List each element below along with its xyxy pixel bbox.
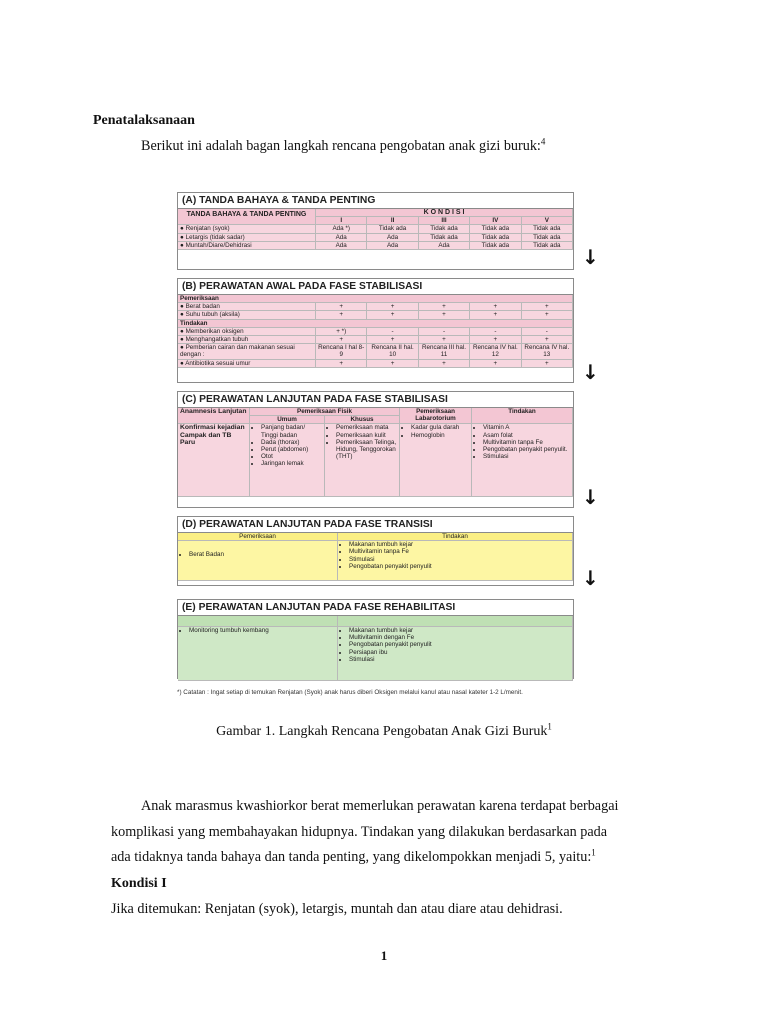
tindakan-head: Tindakan bbox=[472, 408, 573, 424]
anamnesis-head: Anamnesis Lanjutan bbox=[178, 408, 250, 424]
cell: + bbox=[522, 311, 573, 319]
list-item: • Otot bbox=[261, 453, 322, 460]
cell: + bbox=[316, 311, 367, 319]
page-number: 1 bbox=[380, 948, 388, 963]
row-label-text: Berat badan bbox=[185, 303, 220, 311]
cell: Rencana IV hal. 12 bbox=[470, 344, 521, 359]
list-item: • Persiapan ibu bbox=[349, 649, 570, 656]
row-label: ● Renjatan (syok) bbox=[178, 225, 316, 233]
tindakan-list bbox=[472, 424, 573, 497]
cell: + bbox=[367, 303, 418, 311]
row-label: ● Muntah/Diare/Dehidrasi bbox=[178, 242, 316, 250]
section-b bbox=[177, 278, 574, 383]
khusus-list bbox=[325, 424, 400, 497]
section-e-table bbox=[178, 616, 573, 681]
list-item: • Jaringan lemak bbox=[261, 460, 322, 467]
col-head: TANDA BAHAYA & TANDA PENTING bbox=[178, 209, 316, 225]
cell: Tidak ada bbox=[419, 234, 470, 242]
umum-list bbox=[250, 424, 325, 497]
paragraph-line-text: ada tidaknya tanda bahaya dan tanda penting, yang dikelompokkan menjadi 5, yaitu: bbox=[111, 849, 592, 865]
pemeriksaan-head: Pemeriksaan bbox=[178, 533, 338, 541]
cell: Rencana I hal 8-9 bbox=[316, 344, 367, 359]
pemeriksaan-list bbox=[178, 627, 338, 681]
tindakan-list bbox=[338, 627, 573, 681]
section-d-table bbox=[178, 533, 573, 581]
list-item: • Berat Badan bbox=[189, 551, 335, 558]
row-label-text: Memberikan oksigen bbox=[185, 327, 244, 335]
kondisi-col: IV bbox=[470, 217, 521, 225]
cell: + bbox=[367, 311, 418, 319]
paragraph-footnote: 1 bbox=[591, 847, 596, 858]
cell: Tidak ada bbox=[522, 225, 573, 233]
list-item: • Perut (abdomen) bbox=[261, 446, 322, 453]
list-item: • Multivitamin tanpa Fe bbox=[483, 439, 570, 446]
section-c bbox=[177, 391, 574, 508]
row-label: ● Berat badan bbox=[178, 303, 316, 311]
list-item: • Asam folat bbox=[483, 432, 570, 439]
cell: Ada *) bbox=[316, 225, 367, 233]
row-label: ● Menghangatkan tubuh bbox=[178, 336, 316, 344]
row-label: ● Memberikan oksigen bbox=[178, 328, 316, 336]
cell: Ada bbox=[367, 234, 418, 242]
caption-text: Gambar 1. Langkah Rencana Pengobatan Anak Gizi Buruk bbox=[216, 724, 548, 739]
cell: Tidak ada bbox=[522, 242, 573, 250]
section-e bbox=[177, 599, 574, 679]
header-cell bbox=[338, 616, 573, 627]
section-a-title: (A) TANDA BAHAYA & TANDA PENTING bbox=[178, 193, 573, 209]
list-item: • Dada (thorax) bbox=[261, 439, 322, 446]
down-arrow-icon: ↓ bbox=[582, 566, 599, 590]
row-label-text: Muntah/Diare/Dehidrasi bbox=[185, 241, 252, 249]
cell: + bbox=[316, 336, 367, 344]
row-label-text: Renjatan (syok) bbox=[185, 225, 230, 233]
cell: Tidak ada bbox=[470, 234, 521, 242]
list-item: • Monitoring tumbuh kembang bbox=[189, 627, 335, 634]
cell: Ada bbox=[316, 234, 367, 242]
cell: + bbox=[470, 303, 521, 311]
khusus-head: Khusus bbox=[325, 416, 400, 424]
row-label: ● Suhu tubuh (aksila) bbox=[178, 311, 316, 319]
caption-footnote: 1 bbox=[547, 721, 552, 732]
list-item: • Hemoglobin bbox=[411, 432, 469, 439]
figure-caption bbox=[0, 721, 768, 740]
list-item: • Makanan tumbuh kejar bbox=[349, 627, 570, 634]
list-item: • Stimulasi bbox=[349, 656, 570, 663]
cell: + bbox=[419, 311, 470, 319]
kondisi-col: V bbox=[522, 217, 573, 225]
intro-text bbox=[141, 138, 545, 155]
list-item: • Makanan tumbuh kejar bbox=[349, 541, 570, 548]
cell: + bbox=[522, 336, 573, 344]
section-c-table bbox=[178, 408, 573, 497]
list-item: • Pengobatan penyakit penyulit bbox=[349, 563, 570, 570]
down-arrow-icon: ↓ bbox=[582, 245, 599, 269]
list-item: • Panjang badan/ Tinggi badan bbox=[261, 424, 322, 438]
cell: + bbox=[470, 336, 521, 344]
cell: Tidak ada bbox=[470, 225, 521, 233]
list-item: • Stimulasi bbox=[349, 556, 570, 563]
row-label-text: Pemberian cairan dan makanan sesuai dengan : bbox=[180, 344, 295, 359]
cell: + bbox=[419, 303, 470, 311]
row-label: ● Letargis (tidak sadar) bbox=[178, 234, 316, 242]
list-item: • Kadar gula darah bbox=[411, 424, 469, 431]
list-item: • Pengobatan penyakit penyulit. bbox=[483, 446, 570, 453]
row-label-text: Suhu tubuh (aksila) bbox=[185, 311, 240, 319]
cell: + bbox=[470, 360, 521, 368]
cell: - bbox=[522, 328, 573, 336]
cell: + bbox=[522, 303, 573, 311]
tindakan-head: Tindakan bbox=[178, 320, 573, 328]
lab-list bbox=[400, 424, 472, 497]
list-item: • Pemeriksaan Telinga, Hidung, Tenggorokan (THT) bbox=[336, 439, 397, 461]
list-item: • Multivitamin dengan Fe bbox=[349, 634, 570, 641]
paragraph-line: komplikasi yang membahayakan hidupnya. Tindakan yang dilakukan berdasarkan pada bbox=[111, 824, 608, 840]
row-label-text: Letargis (tidak sadar) bbox=[185, 233, 245, 241]
cell: + bbox=[316, 360, 367, 368]
cell: + bbox=[522, 360, 573, 368]
lab-head: Pemeriksaan Labarotorium bbox=[400, 408, 472, 424]
section-e-title: (E) PERAWATAN LANJUTAN PADA FASE REHABILITASI bbox=[178, 600, 573, 616]
cell: Rencana II hal. 10 bbox=[367, 344, 418, 359]
down-arrow-icon: ↓ bbox=[582, 360, 599, 384]
section-a bbox=[177, 192, 574, 270]
figure-note: *) Catatan : Ingat setiap di temukan Renjatan (Syok) anak harus diberi Oksigen melalui kanul atau nasal kateter 1-2 L/menit. bbox=[177, 689, 523, 696]
pemeriksaan-list bbox=[178, 541, 338, 581]
cell: - bbox=[470, 328, 521, 336]
down-arrow-icon: ↓ bbox=[582, 485, 599, 509]
header-cell bbox=[178, 616, 338, 627]
list-item: • Pemeriksaan kulit bbox=[336, 432, 397, 439]
kondisi-col: II bbox=[367, 217, 418, 225]
cell: + bbox=[470, 311, 521, 319]
section-d bbox=[177, 516, 574, 586]
cell: + bbox=[419, 336, 470, 344]
cell: + bbox=[367, 336, 418, 344]
intro-body: Berikut ini adalah bagan langkah rencana pengobatan anak gizi buruk: bbox=[141, 138, 541, 154]
kondisi-head: K O N D I S I bbox=[316, 209, 573, 217]
cell: Tidak ada bbox=[470, 242, 521, 250]
cell: Rencana III hal. 11 bbox=[419, 344, 470, 359]
cell: + bbox=[316, 303, 367, 311]
cell: Tidak ada bbox=[522, 234, 573, 242]
umum-head: Umum bbox=[250, 416, 325, 424]
row-label-text: Menghangatkan tubuh bbox=[185, 336, 249, 344]
cell: + *) bbox=[316, 328, 367, 336]
row-label-text: Antibiotika sesuai umur bbox=[185, 359, 251, 367]
section-heading: Penatalaksanaan bbox=[93, 113, 195, 128]
list-item: • Vitamin A bbox=[483, 424, 570, 431]
cell: - bbox=[367, 328, 418, 336]
row-label: ● Pemberian cairan dan makanan sesuai dengan : bbox=[178, 344, 316, 359]
section-b-title: (B) PERAWATAN AWAL PADA FASE STABILISASI bbox=[178, 279, 573, 295]
section-c-title: (C) PERAWATAN LANJUTAN PADA FASE STABILISASI bbox=[178, 392, 573, 408]
section-a-table bbox=[178, 209, 573, 250]
list-item: • Multivitamin tanpa Fe bbox=[349, 548, 570, 555]
cell: Tidak ada bbox=[367, 225, 418, 233]
paragraph-line: Anak marasmus kwashiorkor berat memerlukan perawatan karena terdapat berbagai bbox=[141, 798, 619, 814]
list-item: • Pemeriksaan mata bbox=[336, 424, 397, 431]
kondisi-heading: Kondisi I bbox=[111, 876, 167, 891]
cell: Rencana IV hal. 13 bbox=[522, 344, 573, 359]
cell: - bbox=[419, 328, 470, 336]
section-d-title: (D) PERAWATAN LANJUTAN PADA FASE TRANSISI bbox=[178, 517, 573, 533]
cell: Ada bbox=[419, 242, 470, 250]
cell: + bbox=[367, 360, 418, 368]
cell: Ada bbox=[367, 242, 418, 250]
section-b-table bbox=[178, 295, 573, 368]
anamnesis-value: Konfirmasi kejadian Campak dan TB Paru bbox=[178, 424, 250, 497]
tindakan-list bbox=[338, 541, 573, 581]
pemeriksaan-head: Pemeriksaan bbox=[178, 295, 573, 303]
intro-footnote: 4 bbox=[540, 136, 546, 147]
list-item: • Pengobatan penyakit penyulit bbox=[349, 641, 570, 648]
treatment-flowchart bbox=[177, 192, 574, 712]
cell: Tidak ada bbox=[419, 225, 470, 233]
cell: + bbox=[419, 360, 470, 368]
kondisi-col: III bbox=[419, 217, 470, 225]
row-label: ● Antibiotika sesuai umur bbox=[178, 360, 316, 368]
kondisi-col: I bbox=[316, 217, 367, 225]
paragraph-line bbox=[111, 849, 596, 866]
list-item: • Stimulasi bbox=[483, 453, 570, 460]
fisik-head: Pemeriksaan Fisik bbox=[250, 408, 400, 416]
cell: Ada bbox=[316, 242, 367, 250]
kondisi-text: Jika ditemukan: Renjatan (syok), letargis, muntah dan atau diare atau dehidrasi. bbox=[111, 901, 563, 917]
tindakan-head: Tindakan bbox=[338, 533, 573, 541]
